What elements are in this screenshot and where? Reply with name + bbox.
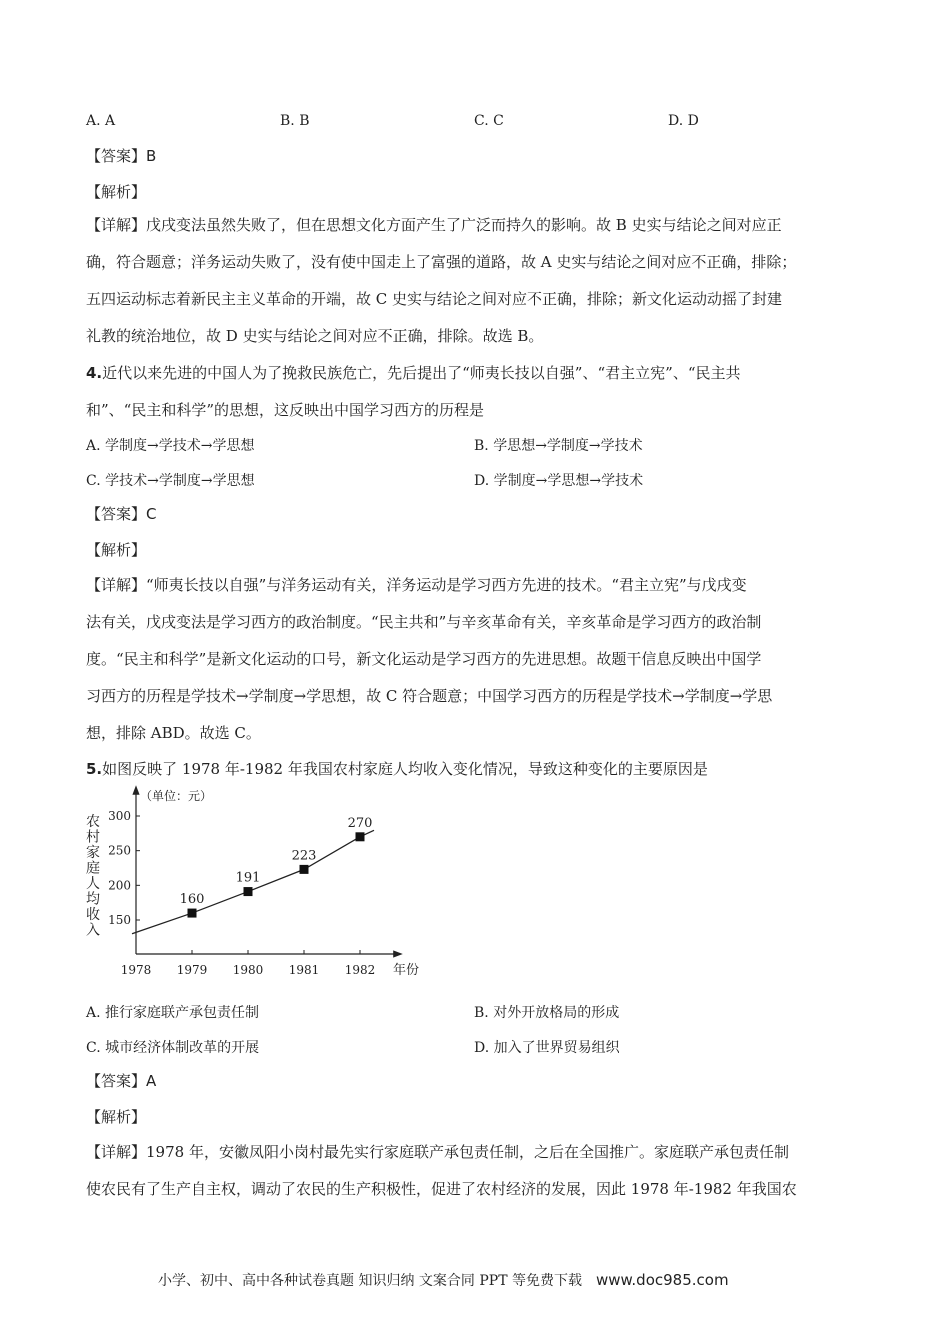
answer-tag: 【答案】 xyxy=(86,1072,147,1090)
y-tick-label: 200 xyxy=(108,878,131,893)
y-axis-title xyxy=(86,814,100,939)
q3-option-a: A. A xyxy=(86,113,116,129)
q3-option-d: D. D xyxy=(668,113,699,129)
income-line-chart xyxy=(80,784,440,984)
q5-option-d: D. 加入了世界贸易组织 xyxy=(474,1040,620,1056)
q4-stem-line: 和”、“民主和科学”的思想，这反映出中国学习西方的历程是 xyxy=(86,401,485,419)
unit-label: （单位：元） xyxy=(140,789,213,803)
q5-option-a: A. 推行家庭联产承包责任制 xyxy=(86,1005,260,1021)
q3-answer xyxy=(86,145,156,166)
y-tick-label: 300 xyxy=(108,809,131,823)
q5-detail-line: 【详解】1978 年，安徽凤阳小岗村最先实行家庭联产承包责任制，之后在全国推广。家庭联产承包责任制 xyxy=(86,1143,789,1161)
y-axis-title-char: 入 xyxy=(86,922,100,939)
y-tick-label: 150 xyxy=(108,913,131,927)
q5-option-b: B. 对外开放格局的形成 xyxy=(474,1005,620,1021)
q3-analysis-tag: 【解析】 xyxy=(86,183,147,201)
q4-detail-line: 【详解】“师夷长技以自强”与洋务运动有关，洋务运动是学习西方先进的技术。“君主立宪”与戊戌变 xyxy=(86,576,747,594)
data-point-marker xyxy=(244,887,253,896)
q5-option-c: C. 城市经济体制改革的开展 xyxy=(86,1040,260,1056)
data-point-marker xyxy=(356,832,365,841)
footer-link[interactable]: www.doc985.com xyxy=(595,1271,729,1289)
data-label: 270 xyxy=(347,815,373,831)
y-axis-title-char: 人 xyxy=(86,876,100,892)
y-axis-title-char: 村 xyxy=(86,829,100,846)
q5-stem-text: 如图反映了 1978 年-1982 年我国农村家庭人均收入变化情况，导致这种变化的主要原因是 xyxy=(102,760,708,778)
data-label: 223 xyxy=(291,848,317,864)
q4-stem xyxy=(86,362,741,383)
y-axis-title-char: 农 xyxy=(86,814,100,830)
x-tick-label: 1981 xyxy=(288,963,320,977)
x-tick-label: 1982 xyxy=(344,963,376,977)
q4-detail-line: 法有关，戊戌变法是学习西方的政治制度。“民主共和”与辛亥革命有关，辛亥革命是学习西方的政治制 xyxy=(86,613,762,631)
q4-analysis-tag: 【解析】 xyxy=(86,541,147,559)
q4-answer xyxy=(86,503,157,524)
q5-answer xyxy=(86,1070,156,1091)
q5-analysis-tag: 【解析】 xyxy=(86,1108,147,1126)
footer xyxy=(158,1270,729,1290)
data-label: 160 xyxy=(179,892,205,908)
q5-stem xyxy=(86,758,708,779)
answer-value: B xyxy=(146,147,157,165)
x-tick-label: 1978 xyxy=(120,963,152,977)
y-axis-title-char: 均 xyxy=(86,891,100,908)
y-axis-title-char: 家 xyxy=(86,845,100,861)
q4-option-a: A. 学制度→学技术→学思想 xyxy=(86,438,255,454)
q4-option-c: C. 学技术→学制度→学思想 xyxy=(86,473,255,489)
data-label: 191 xyxy=(235,870,261,886)
q3-detail-line: 五四运动标志着新民主主义革命的开端，故 C 史实与结论之间对应不正确，排除；新文化运动动摇了封建 xyxy=(86,290,783,308)
answer-value: C xyxy=(146,505,157,523)
q4-stem-line: 近代以来先进的中国人为了挽救民族危亡，先后提出了“师夷长技以自强”、“君主立宪”、“民主共 xyxy=(102,364,741,382)
answer-tag: 【答案】 xyxy=(86,147,147,165)
q3-detail-line: 【详解】戊戌变法虽然失败了，但在思想文化方面产生了广泛而持久的影响。故 B 史实与结论之间对应正 xyxy=(86,216,782,234)
footer-text: 小学、初中、高中各种试卷真题 知识归纳 文案合同 PPT 等免费下载 xyxy=(158,1273,582,1289)
q3-detail-line: 确，符合题意；洋务运动失败了，没有使中国走上了富强的道路，故 A 史实与结论之间对应不正确，排除； xyxy=(86,253,797,271)
y-axis-title-char: 庭 xyxy=(86,860,100,877)
x-axis-title: 年份 xyxy=(393,963,420,978)
question-number: 5. xyxy=(86,760,103,778)
q3-option-c: C. C xyxy=(474,113,504,129)
answer-tag: 【答案】 xyxy=(86,505,147,523)
q3-detail-line: 礼教的统治地位，故 D 史实与结论之间对应不正确，排除。故选 B。 xyxy=(86,327,544,345)
answer-value: A xyxy=(146,1072,157,1090)
y-axis-title-char: 收 xyxy=(86,907,100,923)
data-point-marker xyxy=(300,865,309,874)
q3-option-b: B. B xyxy=(280,113,310,129)
y-tick-label: 250 xyxy=(108,843,131,858)
question-number: 4. xyxy=(86,364,103,382)
x-tick-label: 1979 xyxy=(176,963,208,977)
q4-option-b: B. 学思想→学制度→学技术 xyxy=(474,438,643,454)
x-tick-label: 1980 xyxy=(232,963,264,977)
q4-detail-line: 度。“民主和科学”是新文化运动的口号，新文化运动是学习西方的先进思想。故题干信息反映出中国学 xyxy=(86,650,762,668)
q5-detail-line: 使农民有了生产自主权，调动了农民的生产积极性，促进了农村经济的发展，因此 1978 年-1982 年我国农 xyxy=(86,1180,797,1198)
q4-detail-line: 想，排除 ABD。故选 C。 xyxy=(86,724,261,742)
q4-detail-line: 习西方的历程是学技术→学制度→学思想，故 C 符合题意；中国学习西方的历程是学技术→学制度→学思 xyxy=(86,687,773,705)
q4-option-d: D. 学制度→学思想→学技术 xyxy=(474,473,644,489)
data-point-marker xyxy=(188,909,197,918)
